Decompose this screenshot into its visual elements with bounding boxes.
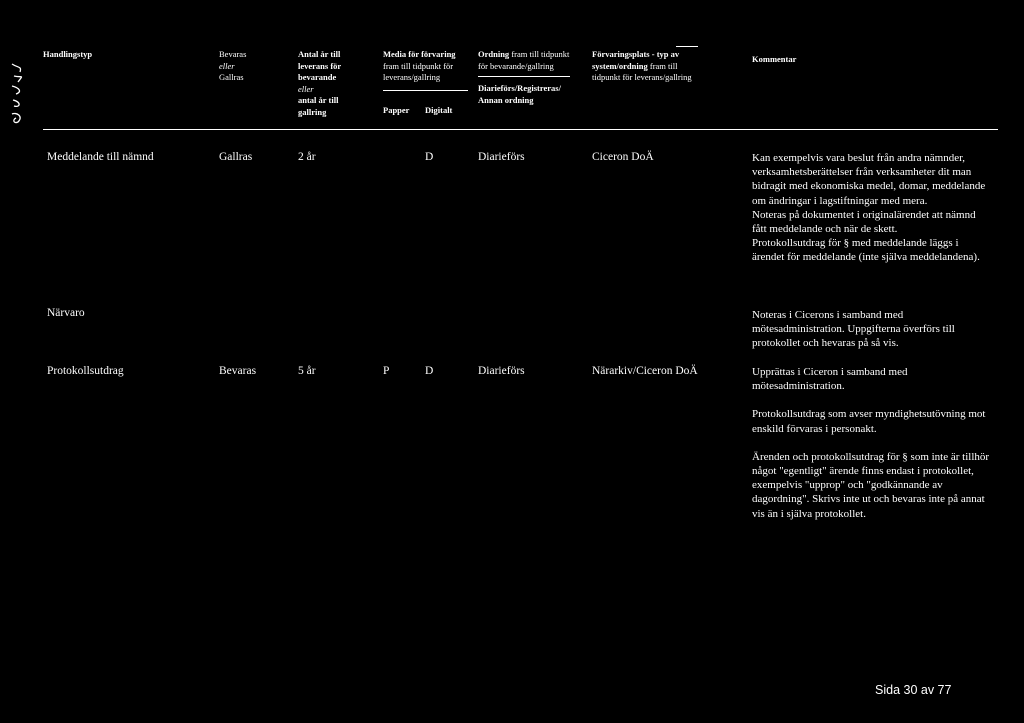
- handwritten-annotation: [8, 62, 30, 128]
- row1-digital: D: [425, 151, 434, 163]
- header-text: leverans/gallring: [383, 72, 441, 82]
- header-text: Annan ordning: [478, 94, 534, 105]
- header-text: Bevaras: [219, 49, 247, 59]
- header-text: fram till tidpunkt för: [383, 60, 454, 71]
- row3-paper: P: [383, 365, 390, 377]
- header-text: för bevarande/gallring: [478, 60, 554, 71]
- header-divider: [676, 46, 698, 47]
- comment-paragraph: Noteras i Cicerons i samband med mötesadministration. Uppgifterna överförs till protokollet och hevaras på så vis.: [752, 309, 955, 350]
- row3-location: Närarkiv/Ciceron DoÄ: [592, 365, 698, 377]
- header-bottom-rule: [43, 129, 998, 130]
- header-forvaringsplats: [592, 49, 692, 84]
- comment-paragraph: Protokollsutdrag som avser myndighetsutövning mot enskild förvaras i personakt.: [752, 408, 986, 435]
- header-papper: Papper: [383, 105, 410, 115]
- comment-paragraph: Ärenden och protokollsutdrag för § som inte är tillhör något "egentligt" ärende finns endast i protokollet, exempelvis "upprop" och "godkännande av dagordning". Skrivs inte ut och bevaras inte på annat vis än i själva protokollet.: [752, 450, 990, 520]
- header-bevaras-gallras: [219, 49, 246, 84]
- row1-years: 2 år: [298, 151, 316, 163]
- header-text: eller: [298, 83, 314, 94]
- header-text: Diarieförs/Registreras/: [478, 83, 561, 93]
- header-ordning: [478, 49, 569, 72]
- header-ordning-sub: [478, 83, 561, 106]
- header-digitalt: Digitalt: [425, 105, 453, 115]
- header-text: tidpunkt för leverans/gallring: [592, 72, 692, 82]
- header-text: bevarande: [298, 72, 337, 82]
- row3-years: 5 år: [298, 365, 316, 377]
- header-text: antal år till: [298, 95, 339, 105]
- header-antal-ar: [298, 49, 341, 118]
- comment-paragraph: Noteras på dokumentet i originalärendet att nämnd fått meddelande och när de skett.: [752, 208, 976, 236]
- header-divider: [478, 76, 570, 77]
- comment-paragraph: Protokollsutdrag för § med meddelande läggs i ärendet för meddelande (inte själva meddelandena).: [752, 237, 980, 264]
- row3-digital: D: [425, 365, 434, 377]
- header-text: Media för förvaring: [383, 49, 456, 59]
- row3-comment: [752, 365, 992, 535]
- header-text: Ordning: [478, 49, 510, 59]
- row1-comment: [752, 151, 992, 265]
- header-kommentar: Kommentar: [752, 54, 797, 64]
- header-text: eller: [219, 60, 235, 71]
- header-text: fram till: [649, 60, 678, 71]
- row3-handlingstyp: Protokollsutdrag: [47, 365, 124, 377]
- row1-handlingstyp: Meddelande till nämnd: [47, 151, 154, 163]
- comment-paragraph: Upprättas i Ciceron i samband med mötesadministration.: [752, 366, 908, 393]
- header-text: Förvaringsplats - typ av: [592, 49, 680, 59]
- header-text: Antal år till: [298, 49, 341, 59]
- header-media: [383, 49, 456, 84]
- row1-location: Ciceron DoÄ: [592, 151, 654, 163]
- row3-order: Diarieförs: [478, 365, 525, 377]
- header-text: system/ordning: [592, 60, 648, 71]
- row1-order: Diarieförs: [478, 151, 525, 163]
- header-text: leverans för: [298, 60, 342, 71]
- header-handlingstyp: Handlingstyp: [43, 49, 93, 59]
- header-divider: [383, 90, 468, 91]
- row1-action: Gallras: [219, 151, 253, 163]
- row2-comment: [752, 308, 992, 351]
- page-number: Sida 30 av 77: [875, 683, 952, 697]
- row3-action: Bevaras: [219, 365, 257, 377]
- header-text: gallring: [298, 106, 327, 117]
- header-text: fram till tidpunkt: [511, 49, 570, 59]
- header-text: Gallras: [219, 72, 244, 82]
- comment-paragraph: Kan exempelvis vara beslut från andra nämnder, verksamhetsberättelser från verksamheter dit man bidragit med ekonomiska medel, domar, meddelande om ändringar i lagstiftningar med mera.: [752, 152, 986, 207]
- row2-handlingstyp: Närvaro: [47, 307, 85, 319]
